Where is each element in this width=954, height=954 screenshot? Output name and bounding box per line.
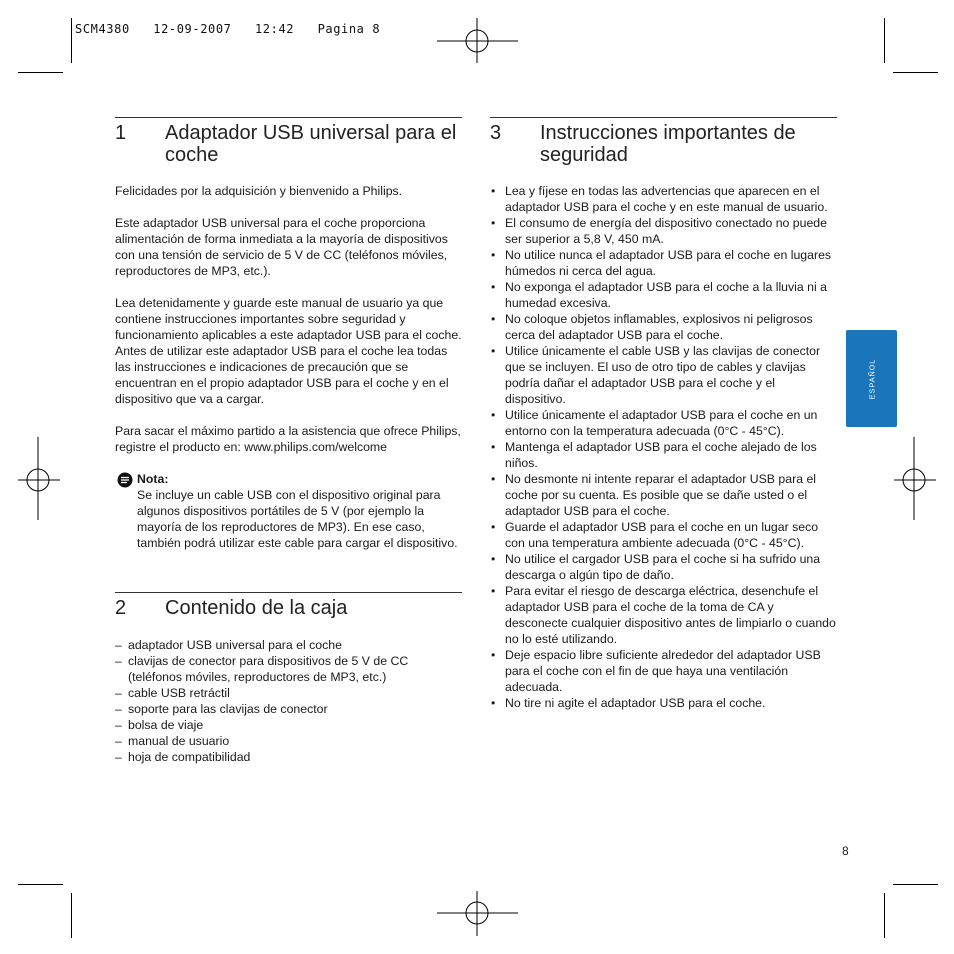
list-item: • No utilice nunca el adaptador USB para el coche en lugares húmedos ni cerca del agua.	[490, 247, 837, 279]
section-title: Instrucciones importantes de seguridad	[540, 122, 796, 166]
section-number: 2	[115, 597, 127, 619]
list-item: • Guarde el adaptador USB para el coche en un lugar seco con una temperatura ambiente adecuada (0°C - 45°C).	[490, 519, 837, 551]
section-3	[490, 117, 837, 711]
section-number: 3	[490, 122, 502, 144]
note-text: Se incluye un cable USB con el dispositivo original para algunos dispositivos portátiles de 5 V (por ejemplo la mayoría de los reproductores de MP3). En ese caso, también podrá utilizar este cable para cargar el dispositivo.	[137, 488, 458, 550]
section-heading	[115, 597, 462, 619]
safety-list	[490, 183, 837, 711]
print-slug: SCM4380 12-09-2007 12:42 Pagina 8	[75, 22, 381, 36]
list-item: – manual de usuario	[115, 733, 462, 749]
list-item: • Mantenga el adaptador USB para el coche alejado de los niños.	[490, 439, 837, 471]
paragraph: Felicidades por la adquisición y bienvenido a Philips.	[115, 184, 403, 198]
list-item: • Para evitar el riesgo de descarga eléctrica, desenchufe el adaptador USB para el coche de la toma de CA y desconecte cualquier dispositivo antes de limpiarlo o cuando no lo esté utilizando.	[490, 583, 837, 647]
list-item: • No tire ni agite el adaptador USB para el coche.	[490, 695, 837, 711]
section-heading	[115, 122, 462, 166]
list-item: • Deje espacio libre suficiente alrededor del adaptador USB para el coche con el fin de que haya una ventilación adecuada.	[490, 647, 837, 695]
section-title: Contenido de la caja	[165, 597, 348, 619]
list-item: – adaptador USB universal para el coche	[115, 637, 462, 653]
list-item: • No desmonte ni intente reparar el adaptador USB para el coche por su cuenta. Es posible que se dañe usted o el adaptador USB para el coche.	[490, 471, 837, 519]
list-item: • El consumo de energía del dispositivo conectado no puede ser superior a 5,8 V, 450 mA.	[490, 215, 837, 247]
list-item: • No coloque objetos inflamables, explosivos ni peligrosos cerca del adaptador USB para el coche.	[490, 311, 837, 343]
contents-list	[115, 637, 462, 765]
page-number: 8	[842, 844, 849, 858]
section-rule	[490, 117, 837, 118]
note-title: Nota:	[137, 472, 169, 486]
list-item: – bolsa de viaje	[115, 717, 462, 733]
section-rule	[115, 117, 462, 118]
language-tab-label: ESPAÑOL	[867, 358, 876, 399]
section-title: Adaptador USB universal para el coche	[165, 122, 457, 166]
language-tab	[846, 330, 897, 427]
section-1	[115, 117, 462, 551]
section-body	[115, 183, 462, 551]
paragraph: Este adaptador USB universal para el coche proporciona alimentación de forma inmediata a la mayoría de dispositivos con una tensión de servicio de 5 V de CC (teléfonos móviles, reproductores de MP3, etc.).	[115, 216, 448, 278]
paragraph: Para sacar el máximo partido a la asistencia que ofrece Philips, registre el producto en: www.philips.com/welcome	[115, 424, 461, 454]
list-item: – cable USB retráctil	[115, 685, 462, 701]
note-icon	[117, 472, 133, 488]
list-item: – soporte para las clavijas de conector	[115, 701, 462, 717]
list-item: – hoja de compatibilidad	[115, 749, 462, 765]
section-2	[115, 592, 462, 765]
note-block	[115, 471, 462, 551]
section-rule	[115, 592, 462, 593]
paragraph: Lea detenidamente y guarde este manual de usuario ya que contiene instrucciones importantes sobre seguridad y funcionamiento aplicables a este adaptador USB para el coche. Antes de utilizar este adaptador USB para el coche lea todas las instrucciones e indicaciones de precaución que se encuentran en el propio adaptador USB para el coche y en el dispositivo que va a cargar.	[115, 296, 462, 406]
list-item: – clavijas de conector para dispositivos de 5 V de CC (teléfonos móviles, reproductores de MP3, etc.)	[115, 653, 462, 685]
section-heading	[490, 122, 837, 166]
list-item: • Lea y fíjese en todas las advertencias que aparecen en el adaptador USB para el coche y en este manual de usuario.	[490, 183, 837, 215]
list-item: • No utilice el cargador USB para el coche si ha sufrido una descarga o algún tipo de daño.	[490, 551, 837, 583]
section-number: 1	[115, 122, 127, 144]
list-item: • Utilice únicamente el adaptador USB para el coche en un entorno con la temperatura adecuada (0°C - 45°C).	[490, 407, 837, 439]
list-item: • No exponga el adaptador USB para el coche a la lluvia ni a humedad excesiva.	[490, 279, 837, 311]
list-item: • Utilice únicamente el cable USB y las clavijas de conector que se incluyen. El uso de otro tipo de cables y clavijas podría dañar el adaptador USB para el coche y el dispositivo.	[490, 343, 837, 407]
